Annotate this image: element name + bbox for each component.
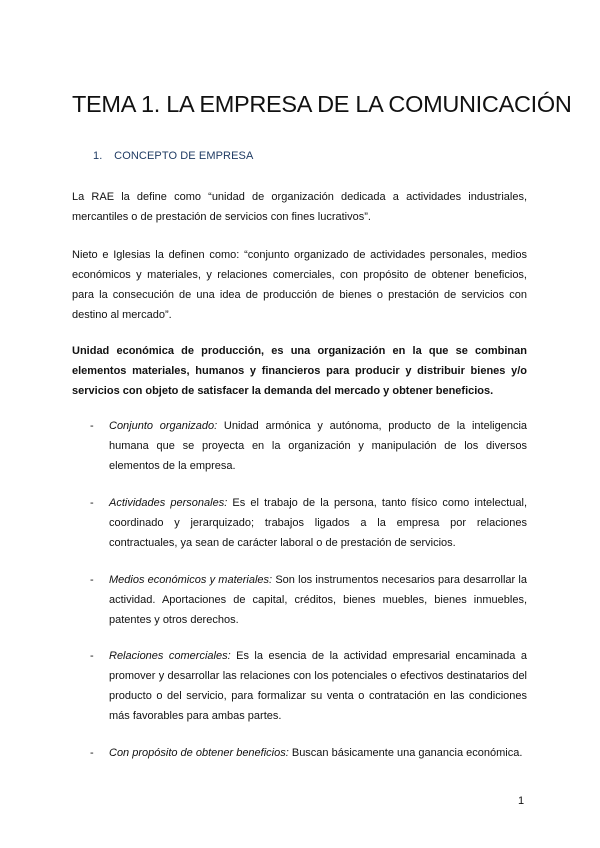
list-item-term: Con propósito de obtener beneficios: [109,747,289,759]
page-title: TEMA 1. LA EMPRESA DE LA COMUNICACIÓN [72,91,572,117]
section-heading [93,150,253,162]
list-item-text: Buscan básicamente una ganancia económica. [288,747,523,759]
bullet-dash: - [90,574,94,586]
list-item-term: Conjunto organizado: [109,420,218,432]
paragraph-nieto-iglesias-definition: Nieto e Iglesias la definen como: “conjunto organizado de actividades personales, medios económicos y materiales, y relaciones comerciales, con propósito de obtener beneficios, para la consecución de una idea de producción de bienes o prestación de servicios con destino al mercado”. [72,249,527,321]
paragraph-rae-definition: La RAE la define como “unidad de organización dedicada a actividades industriales, mercantiles o de prestación de servicios con fines lucrativos”. [72,191,527,223]
page-number: 1 [518,795,525,807]
list-item-text: Son los instrumentos necesarios para desarrollar la actividad. Aportaciones de capital, créditos, bienes muebles, bienes inmuebles, patentes y otros derechos. [109,574,527,626]
list-item-text: Es la esencia de la actividad empresarial encaminada a promover y desarrollar las relaciones con los potenciales o efectivos destinatarios del producto o del servicio, para formalizar su venta o contratación en las condiciones más favorables para ambas partes. [109,650,527,722]
bullet-dash: - [90,650,94,662]
section-label: CONCEPTO DE EMPRESA [114,150,254,162]
bullet-dash: - [90,497,94,509]
list-item-term: Actividades personales: [109,497,228,509]
section-number: 1. [93,150,103,162]
list-item-term: Relaciones comerciales: [109,650,231,662]
list-item-text: Es el trabajo de la persona, tanto físico como intelectual, coordinado y jerarquizado; trabajos ligados a la empresa por relaciones contractuales, ya sean de carácter laboral o de prestación de servicios. [109,497,528,549]
list-item-text: Unidad armónica y autónoma, producto de la inteligencia humana que se proyecta en la organización y manipulación de los diversos elementos de la empresa. [109,420,528,472]
bullet-dash: - [90,747,94,759]
list-item-term: Medios económicos y materiales: [109,574,273,586]
paragraph-economic-unit-definition: Unidad económica de producción, es una organización en la que se combinan elementos materiales, humanos y financieros para producir y distribuir bienes y/o servicios con objeto de satisfacer la demanda del mercado y obtener beneficios. [72,345,527,397]
bullet-dash: - [90,420,94,432]
